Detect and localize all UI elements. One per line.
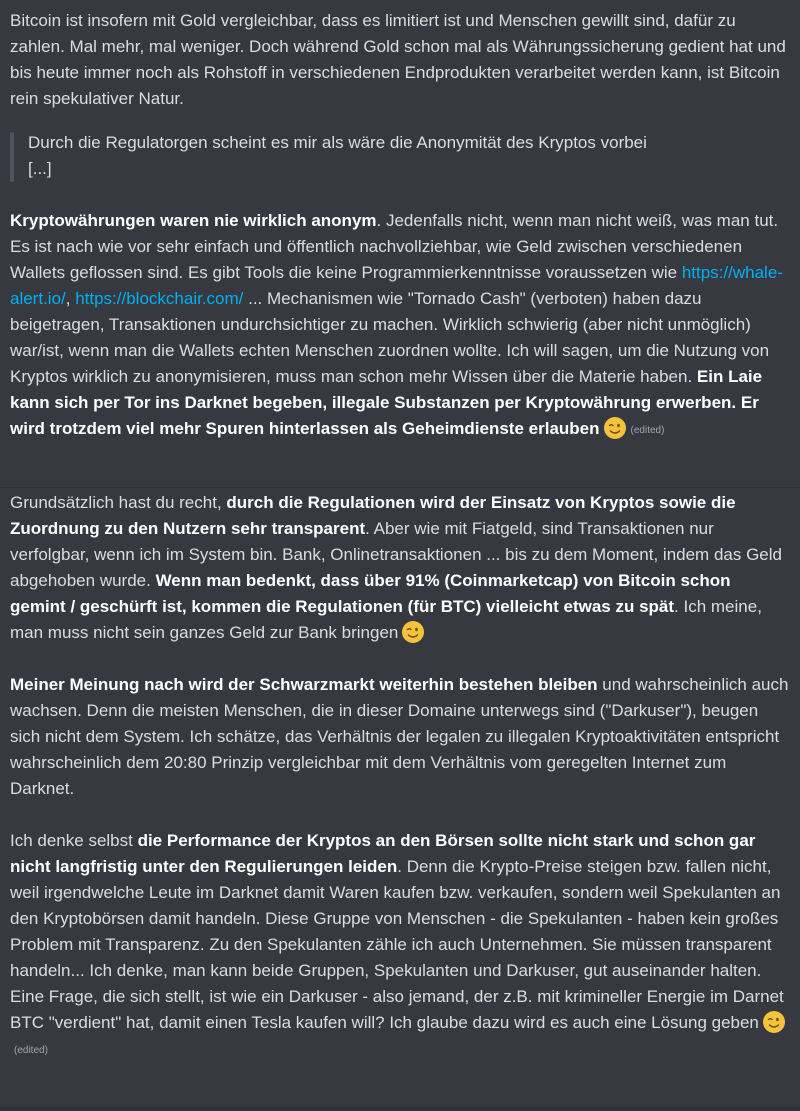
bold-text: Wenn man bedenkt, dass über 91% (Coinmarketcap) von Bitcoin schon gemint / geschürft ist, kommen die Regulationen (für BTC) vielleicht etwas zu spät [10, 571, 731, 616]
link-separator: , [65, 289, 76, 308]
winking-face-icon [762, 1010, 786, 1034]
message-2 [0, 490, 800, 1064]
bottom-bar [0, 1107, 800, 1111]
text-span: Ich denke selbst [10, 831, 138, 850]
text-span: ... Mechanismen wie "Tornado Cash" (verboten) haben dazu beigetragen, Transaktionen undurchsichtiger zu machen. Wirklich schwierig (aber nicht unmöglich) war/ist, wenn man die Wallets echten Menschen zuordnen wollte. Ich will sagen, um die Nutzung von Kryptos wirklich zu anonymisieren, muss man schon mehr Wissen über die Materie haben. [10, 289, 770, 386]
bold-text: die Performance der Kryptos an den Börsen sollte nicht stark und schon gar nicht langfristig unter den Regulierungen leiden [10, 831, 756, 876]
message-1-paragraph-2 [10, 208, 790, 444]
message-2-paragraph-2 [10, 672, 790, 802]
edited-label: (edited) [14, 1045, 48, 1056]
bold-text: Meiner Meinung nach wird der Schwarzmarkt weiterhin bestehen bleiben [10, 675, 598, 694]
text-span: . Denn die Krypto-Preise steigen bzw. fallen nicht, weil irgendwelche Leute im Darknet damit Waren kaufen bzw. verkaufen, sondern weil Spekulanten an den Kryptobörsen damit handeln. Diese Gruppe von Menschen - die Spekulanten - haben kein großes Problem mit Transparenz. Zu den Spekulanten zähle ich auch Unternehmen. Sie müssen transparent handeln... Ich denke, man kann beide Gruppen, Spekulanten und Darkuser, gut auseinander halten. [10, 857, 781, 980]
text-span: Eine Frage, die sich stellt, ist wie ein Darkuser - also jemand, der z.B. mit krimineller Energie im Darnet BTC "verdient" hat, damit einen Tesla kaufen will? Ich glaube dazu wird es auch eine Lösung geben [10, 987, 784, 1032]
link-blockchair[interactable]: https://blockchair.com/ [75, 289, 244, 308]
blockquote [10, 130, 790, 182]
message-2-paragraph-3 [10, 828, 790, 984]
message-1 [0, 8, 800, 444]
blockquote-line-2: [...] [28, 159, 52, 178]
message-divider [0, 487, 800, 488]
edited-label: (edited) [630, 425, 665, 436]
link-whale-alert[interactable]: https://whale-alert.io/ [10, 263, 783, 308]
bold-text: durch die Regulationen wird der Einsatz von Kryptos sowie die Zuordnung zu den Nutzern sehr transparent [10, 493, 736, 538]
text-span: . Jedenfalls nicht, wenn man nicht weiß, was man tut. Es ist nach wie vor sehr einfach und öffentlich nachvollziehbar, wie Geld zwischen verschiedenen Wallets geflossen sind. Es gibt Tools die keine Programmierkenntnisse voraussetzen wie [10, 211, 779, 282]
message-1-paragraph-1: Bitcoin ist insofern mit Gold vergleichbar, dass es limitiert ist und Menschen gewillt sind, dafür zu zahlen. Mal mehr, mal weniger. Doch während Gold schon mal als Währungssicherung gedient hat und bis heute immer noch als Rohstoff in verschiedenen Endprodukten verarbeitet werden kann, ist Bitcoin rein spekulativer Natur. [10, 11, 786, 108]
winking-face-icon [603, 416, 627, 440]
message-2-paragraph-1 [10, 490, 790, 646]
bold-text: Kryptowährungen waren nie wirklich anonym [10, 211, 377, 230]
text-span: und wahrscheinlich auch wachsen. Denn die meisten Menschen, die in dieser Domaine unterwegs sind ("Darkuser"), beugen sich nicht dem System. Ich schätze, das Verhältnis der legalen zu illegalen Kryptoaktivitäten entspricht wahrscheinlich dem 20:80 Prinzip vergleichbar mit dem Verhältnis vom geregelten Internet zum Darknet. [10, 675, 789, 798]
blockquote-line-1: Durch die Regulatorgen scheint es mir als wäre die Anonymität des Kryptos vorbei [28, 133, 647, 152]
text-span: . Aber wie mit Fiatgeld, sind Transaktionen nur verfolgbar, wenn ich im System bin. Bank, Onlinetransaktionen ... bis zu dem Moment, indem das Geld abgehoben wurde. [10, 519, 782, 590]
bold-text: Ein Laie kann sich per Tor ins Darknet begeben, illegale Substanzen per Kryptowährung erwerben. Er wird trotzdem viel mehr Spuren hinterlassen als Geheimdienste erlauben [10, 367, 763, 438]
winking-face-icon [401, 620, 425, 644]
blockquote-bar [10, 132, 14, 182]
message-2-paragraph-4 [10, 984, 790, 1064]
text-span: . Ich meine, man muss nicht sein ganzes Geld zur Bank bringen [10, 597, 762, 642]
text-span: Grundsätzlich hast du recht, [10, 493, 227, 512]
